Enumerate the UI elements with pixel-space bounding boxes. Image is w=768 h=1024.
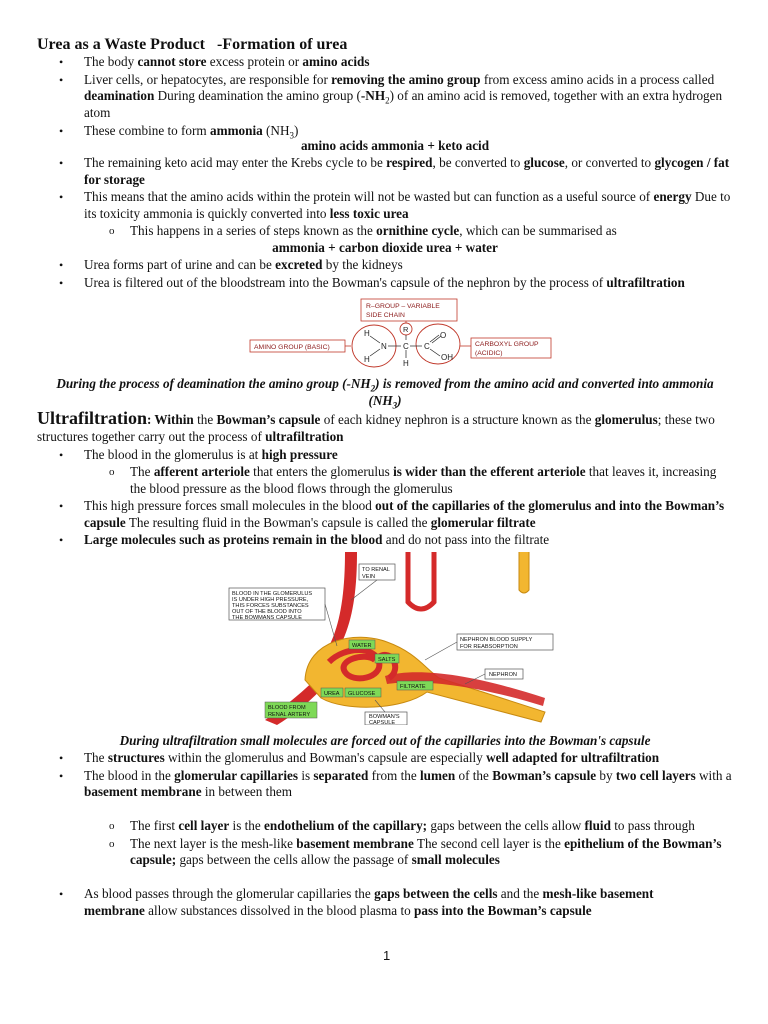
svg-text:NEPHRON BLOOD SUPPLY: NEPHRON BLOOD SUPPLY: [460, 637, 533, 643]
section-urea-list-2: [59, 155, 734, 223]
svg-text:IS UNDER HIGH PRESSURE,: IS UNDER HIGH PRESSURE,: [232, 597, 309, 603]
atom-o: O: [440, 331, 447, 340]
section-ultrafiltration-list-2: [59, 498, 734, 549]
svg-text:WATER: WATER: [352, 643, 372, 649]
list-item: • The blood in the glomerular capillaries is separated from the lumen of the Bowman’s capsule by two cell layers with a basement membrane in between them: [59, 767, 732, 800]
bullet-icon: •: [59, 258, 64, 272]
atom-r: R: [403, 325, 409, 334]
list-item: • As blood passes through the glomerular capillaries the gaps between the cells and the mesh-like basement membrane allow substances dissolved in the blood plasma to pass into the Bowman’s capsule: [59, 886, 654, 918]
carboxyl-label: CARBOXYL GROUP: [475, 341, 539, 348]
sub-bullet-icon: o: [109, 225, 115, 237]
svg-text:CAPSULE: CAPSULE: [369, 720, 396, 725]
sub-bullet-icon: o: [109, 820, 115, 832]
bullet-icon: •: [59, 72, 64, 87]
bullet-icon: •: [59, 887, 64, 901]
atom-h: H: [364, 355, 370, 364]
amino-group-label: AMINO GROUP (BASIC): [254, 344, 330, 351]
atom-n: N: [381, 342, 387, 351]
equation-ornithine: ammonia + carbon dioxide urea + water: [272, 240, 498, 255]
ultrafiltration-intro: Ultrafiltration: Within the Bowman’s capsule of each kidney nephron is a structure known as the glomerulus; these two structures together carry out the process of ultrafiltration: [37, 408, 715, 444]
list-item: • This high pressure forces small molecules in the blood out of the capillaries of the glomerulus and into the Bowman’s capsule The resulting fluid in the Bowman's capsule is called the glomerular filtrate: [59, 498, 725, 530]
page-title: Urea as a Waste Product -Formation of urea: [37, 36, 348, 53]
section-adaptations-list: [59, 750, 734, 801]
svg-text:NEPHRON: NEPHRON: [489, 672, 517, 678]
svg-text:FOR REABSORPTION: FOR REABSORPTION: [460, 644, 518, 650]
svg-text:BLOOD IN THE GLOMERULUS: BLOOD IN THE GLOMERULUS: [232, 591, 313, 597]
svg-text:VEIN: VEIN: [362, 574, 376, 580]
svg-text:BLOOD FROM: BLOOD FROM: [268, 705, 306, 711]
svg-text:THE BOWMANS CAPSULE: THE BOWMANS CAPSULE: [232, 615, 302, 621]
r-group-label-2: SIDE CHAIN: [366, 312, 405, 319]
caption-deamination: During the process of deamination the amino group $(-NH_2)$ is removed from the amino acid and converted into ammonia $(NH_3)$: [56, 376, 714, 411]
equation-deamination: amino acids ammonia + keto acid: [300, 138, 490, 153]
bullet-icon: •: [59, 156, 64, 170]
sub-list: [109, 818, 734, 869]
bullet-icon: •: [59, 751, 64, 765]
section-ultrafiltration-list: [59, 447, 734, 464]
svg-text:RENAL ARTERY: RENAL ARTERY: [268, 712, 311, 718]
svg-text:BOWMAN'S: BOWMAN'S: [369, 714, 400, 720]
list-item: • Urea is filtered out of the bloodstream into the Bowman's capsule of the nephron by the process of ultrafiltration: [59, 274, 685, 290]
list-item: • Liver cells, or hepatocytes, are responsible for removing the amino group from excess amino acids in a process called deamination During deamination the amino group $(-NH_2)$ of an amino acid is removed, together with an extra hydrogen atom: [59, 71, 723, 121]
svg-text:FILTRATE: FILTRATE: [400, 684, 426, 690]
nephron-tubule: [519, 552, 529, 593]
sub-bullet-icon: o: [109, 466, 115, 478]
bullet-icon: •: [59, 533, 64, 548]
list-item: • The structures within the glomerulus and Bowman's capsule are especially well adapted for ultrafiltration: [59, 750, 660, 765]
section-adaptations-list-2: [59, 886, 734, 919]
section-heading: Ultrafiltration: [37, 408, 147, 428]
r-group-label: R–GROUP – VARIABLE: [366, 303, 440, 310]
list-item: • Urea forms part of urine and can be excreted by the kidneys: [59, 257, 403, 272]
atom-h: H: [403, 359, 409, 368]
section-urea-list: [59, 54, 734, 141]
section-urea-list-3: [59, 257, 734, 291]
bullet-icon: •: [59, 190, 64, 205]
bullet-icon: •: [59, 123, 64, 138]
atom-oh: OH: [441, 353, 453, 362]
atom-c: C: [424, 342, 430, 351]
svg-text:TO RENAL: TO RENAL: [362, 567, 390, 573]
list-item: • The remaining keto acid may enter the Krebs cycle to be respired, be converted to glucose, or converted to glycogen / fat for storage: [59, 155, 730, 187]
sub-list: [109, 223, 734, 240]
caption-ultrafiltration: During ultrafiltration small molecules are forced out of the capillaries into the Bowman's capsule: [119, 733, 651, 748]
amino-acid-diagram: [245, 296, 555, 368]
list-item: • The blood in the glomerulus is at high pressure: [59, 447, 338, 462]
svg-text:GLUCOSE: GLUCOSE: [348, 691, 376, 697]
carboxyl-group-circle: [416, 324, 460, 364]
svg-text:UREA: UREA: [324, 691, 340, 697]
list-item: • These combine to form ammonia $(NH_3)$: [59, 122, 299, 141]
sub-list-item: o This happens in a series of steps known as the ornithine cycle, which can be summarised as: [109, 223, 617, 238]
bullet-icon: •: [59, 55, 64, 69]
page-number: 1: [383, 948, 391, 963]
svg-text:THIS FORCES SUBSTANCES: THIS FORCES SUBSTANCES: [232, 603, 309, 609]
sub-list-item: o The first cell layer is the endothelium of the capillary; gaps between the cells allow fluid to pass through: [109, 818, 695, 833]
atom-h: H: [364, 329, 370, 338]
list-item: • The body cannot store excess protein or amino acids: [59, 54, 370, 69]
sub-list-item: o The next layer is the mesh-like basement membrane The second cell layer is the epithelium of the Bowman’s capsule; gaps between the cells allow the passage of small molecules: [109, 835, 722, 868]
carboxyl-label-2: (ACIDIC): [475, 350, 503, 357]
svg-text:OUT OF THE BLOOD INTO: OUT OF THE BLOOD INTO: [232, 609, 302, 615]
sub-list: [109, 464, 734, 497]
bullet-icon: •: [59, 448, 64, 462]
bullet-icon: •: [59, 768, 64, 783]
list-item: • This means that the amino acids within the protein will not be wasted but can function as a useful source of energy Due to its toxicity ammonia is quickly converted into less toxic urea: [59, 189, 731, 222]
sub-bullet-icon: o: [109, 837, 115, 850]
atom-c: C: [403, 342, 409, 351]
sub-list-item: o The afferent arteriole that enters the glomerulus is wider than the efferent arteriole that leaves it, increasing the blood pressure as the blood flows through the glomerulus: [109, 464, 717, 496]
bullet-icon: •: [59, 499, 64, 513]
bullet-icon: •: [59, 275, 64, 290]
glomerulus-diagram: [225, 550, 555, 725]
svg-text:SALTS: SALTS: [378, 657, 396, 663]
list-item: • Large molecules such as proteins remain in the blood and do not pass into the filtrate: [59, 532, 550, 548]
